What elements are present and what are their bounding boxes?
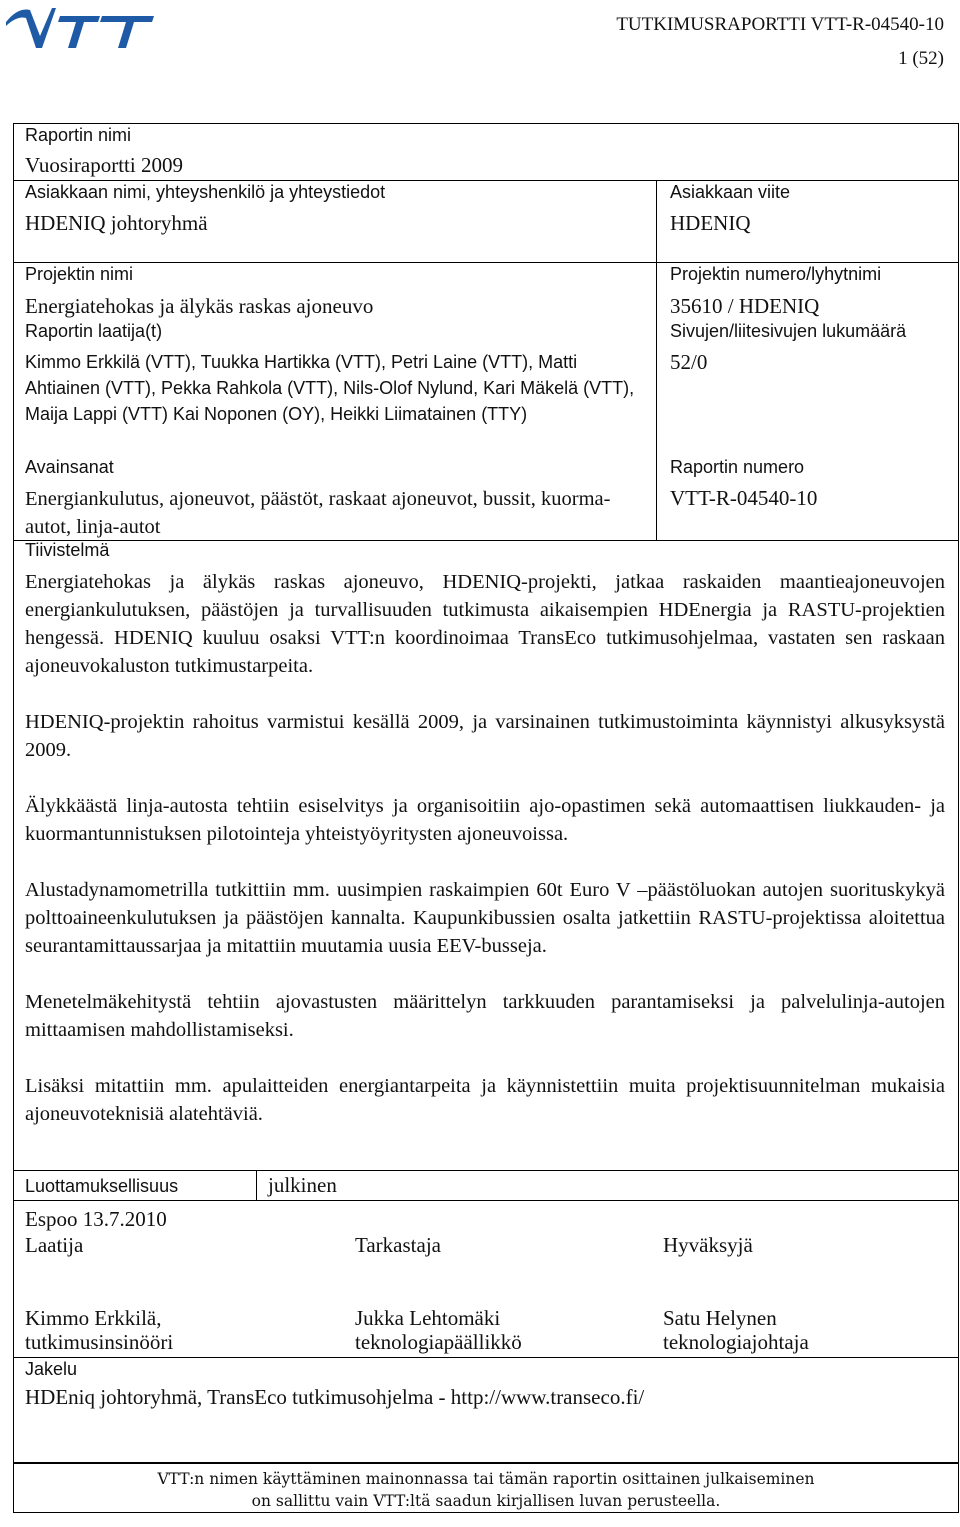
abstract-label: Tiivistelmä (25, 540, 110, 560)
abstract-paragraph: HDENIQ-projektin rahoitus varmistui kesällä 2009, ja varsinainen tutkimustoiminta käynnistyi alkusyksystä 2009. (25, 711, 945, 761)
client-ref: HDENIQ (670, 211, 751, 235)
page-count: 52/0 (670, 350, 708, 374)
keywords-label: Avainsanat (25, 457, 114, 477)
report-name-label: Raportin nimi (25, 125, 132, 145)
project-name: Energiatehokas ja älykäs raskas ajoneuvo (25, 294, 374, 318)
project-name-label: Projektin nimi (25, 264, 134, 284)
abstract-paragraph: Energiatehokas ja älykäs raskas ajoneuvo, HDENIQ-projekti, jatkaa raskaiden maantieajoneuvojen energiankulutuksen, päästöjen ja turvallisuuden tutkimusta aikaisempien HDEnergia ja RASTU-projektien hengessä. HDENIQ kuuluu osaksi VTT:n koordinoimaa TransEco tutkimusohjelmaa, vastaten sen raskaan ajoneuvokaluston tutkimustarpeita. (25, 571, 945, 677)
client-ref-label: Asiakkaan viite (670, 182, 791, 202)
abstract-paragraph: Älykkäästä linja-autosta tehtiin esiselvitys ja organisoitiin ajo-opastimen sekä automaattisen liukkauden- ja kuormantunnistuksen pilotointeja yhteistyöyritysten ajoneuvoissa. (25, 795, 945, 845)
author-name: Kimmo Erkkilä, (25, 1306, 162, 1330)
client-label: Asiakkaan nimi, yhteyshenkilö ja yhteystiedot (25, 182, 386, 202)
report-number-label: Raportin numero (670, 457, 805, 477)
abstract-paragraph: Alustadynamometrilla tutkittiin mm. uusimpien raskaimpien 60t Euro V –päästöluokan autojen suorituskykyä polttoaineenkulutuksen ja päästöjen kannalta. Kaupunkibussien osalta jatkettiin RASTU-projektissa aloitettua seurantamittaussarjaa ja mitattiin muutamia uusia EEV-busseja. (25, 879, 945, 957)
project-number: 35610 / HDENIQ (670, 294, 820, 318)
report-header-title: TUTKIMUSRAPORTTI VTT-R-04540-10 (616, 14, 944, 35)
vtt-logo (4, 2, 156, 56)
abstract-text (25, 568, 945, 1156)
reviewer-name: Jukka Lehtomäki (355, 1306, 501, 1330)
distribution-value: HDEniq johtoryhmä, TransEco tutkimusohjelma - http://www.transeco.fi/ (25, 1385, 645, 1409)
report-name: Vuosiraportti 2009 (25, 153, 183, 177)
logo-text: VTT (4, 2, 6, 3)
place-date: Espoo 13.7.2010 (25, 1207, 167, 1231)
role-author: Laatija (25, 1233, 84, 1257)
usage-notice-line1: VTT:n nimen käyttäminen mainonnassa tai tämän raportin osittainen julkaiseminen (157, 1470, 815, 1488)
page-number: 1 (52) (898, 48, 944, 69)
confidentiality-value: julkinen (268, 1173, 337, 1197)
usage-notice (13, 1463, 959, 1513)
distribution-label: Jakelu (25, 1359, 78, 1379)
client-name: HDENIQ johtoryhmä (25, 211, 208, 235)
report-number: VTT-R-04540-10 (670, 486, 818, 510)
abstract-paragraph: Lisäksi mitattiin mm. apulaitteiden energiantarpeita ja käynnistettiin muita projektisuunnitelman mukaisia ajoneuvoteknisiä alatehtäviä. (25, 1075, 945, 1125)
authors-label: Raportin laatija(t) (25, 321, 163, 341)
keywords: Energiankulutus, ajoneuvot, päästöt, raskaat ajoneuvot, bussit, kuorma-autot, linja-autot (25, 488, 611, 538)
approver-title: teknologiajohtaja (663, 1330, 809, 1354)
role-reviewer: Tarkastaja (355, 1233, 441, 1257)
abstract-paragraph: Menetelmäkehitystä tehtiin ajovastusten määrittelyn tarkkuuden parantamiseksi ja palvelulinja-autojen mittaamisen mahdollistamiseksi. (25, 991, 945, 1041)
role-approver: Hyväksyjä (663, 1233, 753, 1257)
approver-name: Satu Helynen (663, 1306, 777, 1330)
confidentiality-label: Luottamuksellisuus (25, 1176, 179, 1196)
usage-notice-line2: on sallittu vain VTT:ltä saadun kirjallisen luvan perusteella. (251, 1492, 721, 1510)
project-number-label: Projektin numero/lyhytnimi (670, 264, 882, 284)
reviewer-title: teknologiapäällikkö (355, 1330, 522, 1354)
author-title: tutkimusinsinööri (25, 1330, 174, 1354)
page-count-label: Sivujen/liitesivujen lukumäärä (670, 321, 907, 341)
authors-list: Kimmo Erkkilä (VTT), Tuukka Hartikka (VTT), Petri Laine (VTT), Matti Ahtiainen (VTT), Pekka Rahkola (VTT), Nils-Olof Nylund, Kari Mäkelä (VTT), Maija Lappi (VTT) Kai Noponen (OY), Heikki Liimatainen (TTY) (25, 352, 635, 424)
